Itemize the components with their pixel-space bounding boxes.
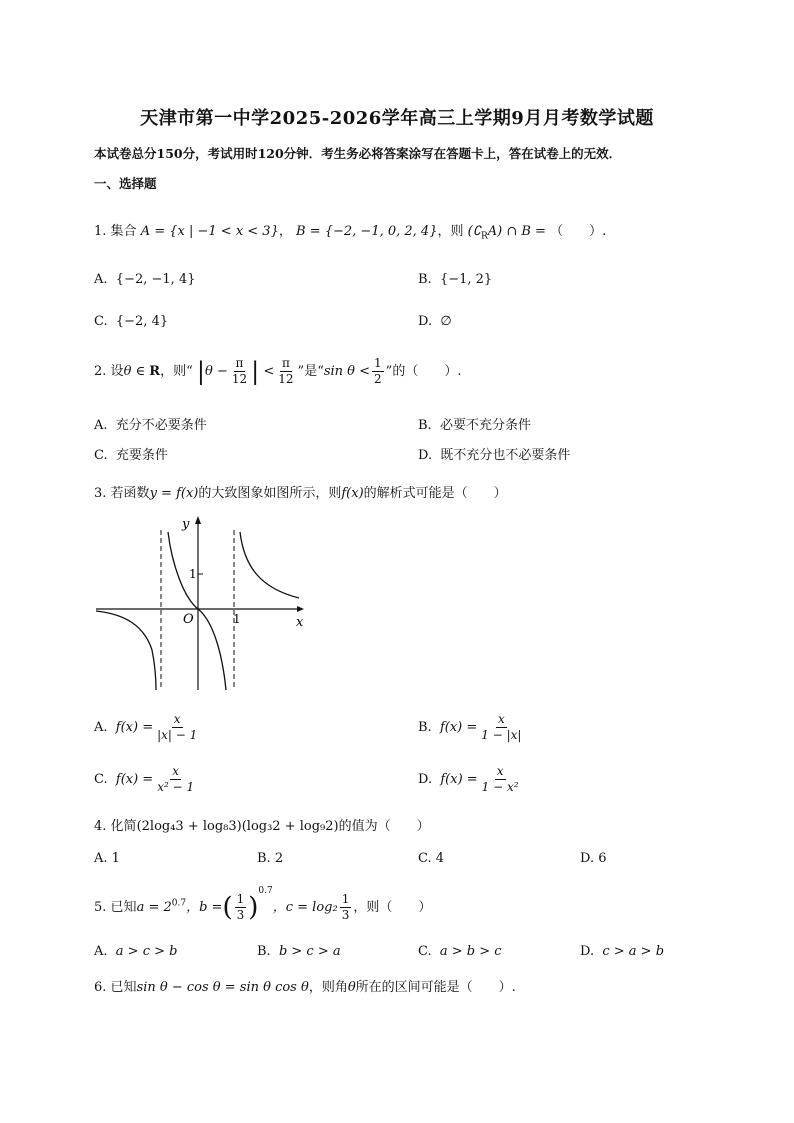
question-1	[94, 220, 606, 242]
x-axis-arrow	[297, 606, 304, 612]
option-a: A. 1	[94, 851, 120, 866]
sin-expression: sin θ <	[323, 364, 371, 379]
option-b: B. 2	[257, 851, 284, 866]
question-number: 3.	[94, 486, 107, 501]
set-b: B = {−2, −1, 0, 2, 4}	[296, 224, 438, 239]
question-lead: 已知	[110, 980, 137, 995]
option-d: D. 既不充分也不必要条件	[418, 448, 571, 463]
is-text: ”是“	[297, 364, 324, 379]
question-number: 5.	[94, 900, 107, 915]
complement-expression: $(∁_RA)$ ∩ B =	[467, 224, 546, 242]
option-c: C. 4	[418, 851, 445, 866]
option-d: D. f(x) = $\frac{x}{\text{1 − x²}}$	[418, 764, 519, 794]
answer-blank: （ ）.	[550, 224, 607, 239]
tail-text: ，则（ ）	[353, 900, 432, 915]
tail-text: ”的（ ）.	[385, 364, 462, 379]
one-third-2: $\frac{1}{3}$	[341, 892, 350, 922]
curve-left-branch	[96, 611, 156, 690]
question-3	[94, 482, 507, 501]
option-b: B. 必要不充分条件	[418, 418, 531, 433]
pi-over-twelve-2: $\frac{\pi}{12}$	[278, 356, 294, 386]
x-one-label: 1	[233, 612, 241, 626]
fx-expression: f(x)	[341, 486, 364, 501]
b-exponent: 0.7	[258, 886, 273, 896]
theta-symbol: θ	[347, 980, 356, 995]
origin-label: O	[183, 612, 194, 627]
question-lead: 若函数	[110, 486, 150, 501]
page-title: 天津市第一中学2025-2026学年高三上学期9月月考数学试题	[140, 108, 654, 129]
y-one-label: 1	[189, 567, 197, 581]
question-number: 1.	[94, 224, 107, 239]
mid-text: ，则角	[308, 980, 348, 995]
option-c: C. {−2, 4}	[94, 314, 169, 329]
function-expression: y = f(x)	[149, 486, 199, 501]
exam-note: 本试卷总分150分，考试用时120分钟．考生务必将答案涂写在答题卡上，答在试卷上的无效．	[94, 146, 622, 161]
tail-text: 所在的区间可能是（ ）.	[355, 980, 516, 995]
real-set: R	[149, 364, 161, 379]
option-d: D. c > a > b	[580, 944, 665, 959]
option-b: B. b > c > a	[257, 944, 341, 959]
tail-text: 的值为（ ）	[338, 819, 430, 834]
less-than: <	[263, 364, 275, 379]
question-lead: 化简	[110, 819, 137, 834]
then-text: ，则“	[160, 364, 193, 379]
option-b: B. f(x) = $\frac{x}{1 - |x|}$	[418, 712, 522, 742]
option-d: D. ∅	[418, 314, 452, 329]
mid-text: 的大致图象如图所示，则	[198, 486, 342, 501]
curve-right-branch	[240, 532, 299, 598]
question-number: 4.	[94, 819, 107, 834]
option-a: A. {−2, −1, 4}	[94, 272, 196, 287]
question-number: 2.	[94, 364, 107, 379]
question-2: 2. 设θ ∈ R，则“ |θ − $\frac{\pi}{12}$ | < $\frac{\pi}{12}$ ”是“sin θ < $\frac{1}{2}$ ”的（ ）.	[94, 356, 462, 386]
y-label: y	[182, 517, 190, 532]
option-c: C. f(x) = $\frac{x}{\text{x² − 1}}$	[94, 764, 195, 794]
abs-expression: θ −	[204, 364, 228, 379]
option-b: B. {−1, 2}	[418, 272, 493, 287]
one-half: $\frac{1}{2}$	[374, 356, 382, 386]
tail-text: 的解析式可能是（ ）	[363, 486, 507, 501]
question-5: 5. 已知$a = 2^{0.7}$，b =( $\frac{1}{3}$ )$^{0.7}$，c = log₂ $\frac{1}{3}$ ，则（ ）	[94, 886, 432, 923]
option-c: C. 充要条件	[94, 448, 168, 463]
option-a: A. f(x) = $\frac{x}{|x| - 1}$	[94, 712, 198, 742]
set-a: A = {x | −1 < x < 3}	[140, 224, 279, 239]
trig-equation: sin θ − cos θ = sin θ cos θ	[136, 980, 309, 995]
option-a: A. a > c > b	[94, 944, 178, 959]
b-definition: ，b =	[186, 900, 223, 915]
a-definition: $a = 2^{0.7}$	[136, 898, 187, 915]
function-graph	[94, 510, 314, 695]
ask-text: ，则	[437, 224, 464, 239]
separator: ，	[278, 224, 292, 239]
question-lead: 已知	[110, 900, 137, 915]
curve-middle-branch	[168, 532, 226, 690]
theta-in: θ ∈	[123, 364, 150, 379]
option-c: C. a > b > c	[418, 944, 502, 959]
question-lead: 集合	[110, 224, 137, 239]
x-label: x	[296, 615, 304, 630]
option-d: D. 6	[580, 851, 607, 866]
log-expression: (2log₄3 + log₈3)(log₃2 + log₉2)	[136, 819, 339, 834]
question-4	[94, 815, 430, 834]
one-third: $\frac{1}{3}$	[236, 892, 245, 922]
question-number: 6.	[94, 980, 107, 995]
y-axis-arrow	[195, 516, 201, 524]
question-6	[94, 976, 516, 995]
c-definition: ，c = log₂	[272, 900, 338, 915]
option-a: A. 充分不必要条件	[94, 418, 207, 433]
question-lead: 设	[110, 364, 124, 379]
section-heading: 一、选择题	[94, 176, 157, 191]
pi-over-twelve: $\frac{\pi}{12}$	[231, 356, 248, 386]
